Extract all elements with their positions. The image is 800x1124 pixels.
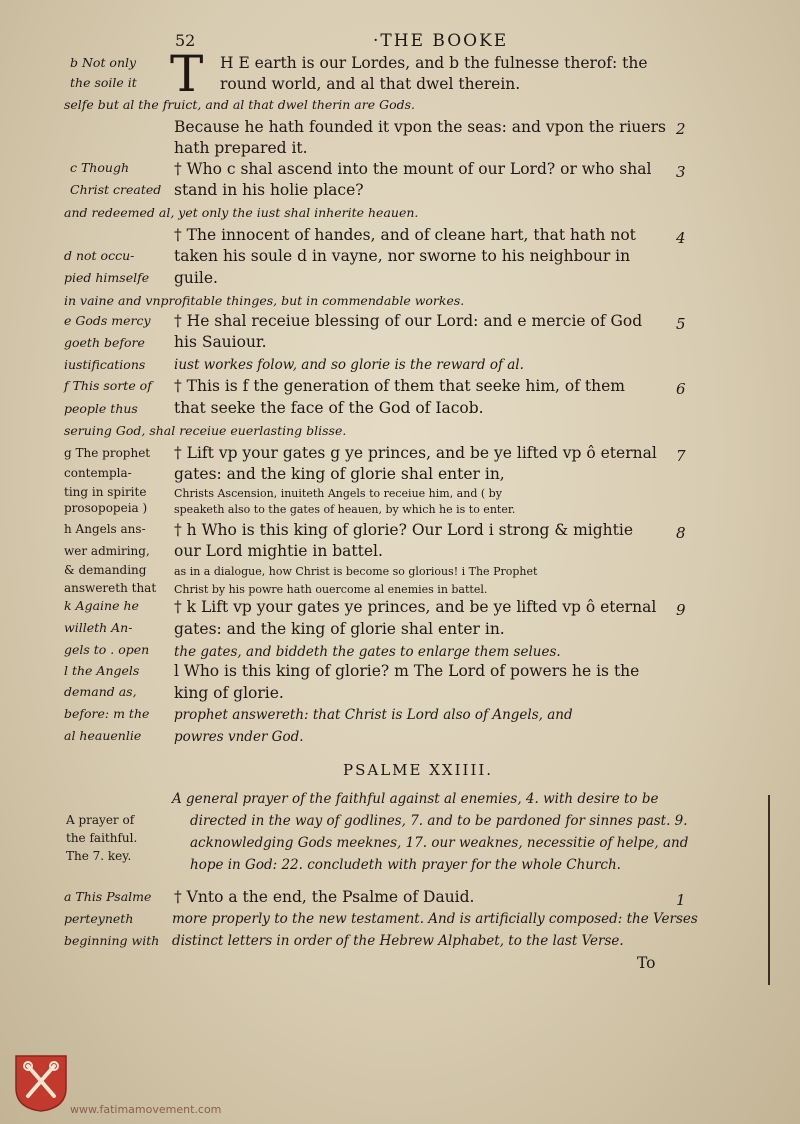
text-line: that seeke the face of the God of Iacob. [174, 399, 484, 417]
margin-note: willeth An- [64, 620, 133, 635]
text-line: † k Lift vp your gates ye princes, and be ye lifted vp ô eternal [174, 598, 657, 616]
verse-number: 6 [676, 380, 686, 398]
text-line: Christs Ascension, inuiteth Angels to receiue him, and ( by [174, 487, 502, 500]
text-line: gates: and the king of glorie shal enter in, [174, 465, 505, 483]
margin-note: d not occu- [64, 248, 135, 263]
margin-note: contempla- [64, 466, 132, 480]
margin-note: g The prophet [64, 446, 151, 460]
margin-note: f This sorte of [64, 378, 152, 393]
drop-cap: T [170, 45, 204, 103]
margin-note: perteyneth [64, 911, 134, 926]
running-title: ·THE BOOKE [373, 31, 509, 51]
verse-number: 8 [676, 524, 686, 542]
margin-note: Christ created [70, 182, 162, 197]
margin-note: iustifications [64, 357, 146, 372]
text-line: powres vnder God. [174, 729, 304, 745]
argument-side-note: the faithful. [66, 831, 138, 845]
margin-note: beginning with [64, 933, 160, 948]
margin-note: al heauenlie [64, 728, 142, 743]
margin-note: b Not only [70, 55, 137, 70]
margin-note: pied himselfe [64, 270, 150, 285]
text-line: stand in his holie place? [174, 181, 364, 199]
text-line: the gates, and biddeth the gates to enlarge them selues. [174, 644, 561, 660]
margin-note: wer admiring, [64, 544, 150, 558]
margin-note: prosopopeia ) [64, 501, 148, 515]
margin-note: before: m the [64, 706, 150, 721]
margin-note: and redeemed al, yet only the iust shal inherite heauen. [64, 205, 419, 220]
verse-number: 3 [676, 163, 686, 181]
margin-note: people thus [64, 401, 138, 416]
margin-note: ting in spirite [64, 485, 147, 499]
note-line: more properly to the new testament. And is artificially composed: the Verses [172, 911, 698, 927]
margin-note: answereth that [64, 581, 157, 595]
right-margin-rule [768, 795, 770, 985]
argument-side-note: The 7. key. [66, 849, 132, 863]
margin-note: a This Psalme [64, 889, 152, 904]
margin-note: h Angels ans- [64, 522, 146, 536]
verse-number: 4 [676, 229, 686, 247]
margin-note: k Againe he [64, 598, 139, 613]
text-line: † Lift vp your gates g ye princes, and be ye lifted vp ô eternal [174, 444, 657, 462]
papal-seal-icon [14, 1054, 68, 1112]
argument-line: acknowledging Gods meeknes, 17. our weaknes, necessitie of helpe, and [190, 835, 689, 851]
margin-note: in vaine and vnprofitable thinges, but in commendable workes. [64, 293, 465, 308]
text-line: Because he hath founded it vpon the seas: and vpon the riuers [174, 118, 666, 136]
verse-number: 1 [676, 891, 686, 909]
text-line: H E earth is our Lordes, and b the fulnesse therof: the [220, 54, 648, 72]
verse-number: 2 [676, 120, 686, 138]
text-line: † The innocent of handes, and of cleane hart, that hath not [174, 226, 636, 244]
argument-line: hope in God: 22. concludeth with prayer for the whole Church. [190, 857, 621, 873]
watermark-url: www.fatimamovement.com [70, 1103, 222, 1116]
argument-side-note: A prayer of [66, 813, 135, 827]
text-line: prophet answereth: that Christ is Lord also of Angels, and [174, 707, 573, 723]
text-line: gates: and the king of glorie shal enter in. [174, 620, 505, 638]
argument-line: A general prayer of the faithful against al enemies, 4. with desire to be [172, 791, 659, 807]
text-line: king of glorie. [174, 684, 284, 702]
text-line: † h Who is this king of glorie? Our Lord i strong & mightie [174, 521, 634, 539]
psalm-heading: PSALME XXIIII. [343, 761, 494, 779]
text-line: his Sauiour. [174, 333, 267, 351]
margin-note: & demanding [64, 563, 147, 577]
catchword: To [637, 954, 656, 972]
margin-note: c Though [70, 160, 129, 175]
note-line: distinct letters in order of the Hebrew Alphabet, to the last Verse. [172, 933, 624, 949]
margin-note: gels to . open [64, 642, 150, 657]
text-line: † Who c shal ascend into the mount of our Lord? or who shal [174, 160, 652, 178]
margin-note: l the Angels [64, 663, 140, 678]
margin-note: e Gods mercy [64, 313, 151, 328]
text-line: hath prepared it. [174, 139, 308, 157]
text-line: † This is f the generation of them that seeke him, of them [174, 377, 625, 395]
margin-note: demand as, [64, 684, 137, 699]
margin-note: goeth before [64, 335, 145, 350]
margin-note: seruing God, shal receiue euerlasting blisse. [64, 423, 347, 438]
text-line: taken his soule d in vayne, nor sworne to his neighbour in [174, 247, 631, 265]
text-line: round world, and al that dwel therein. [220, 75, 521, 93]
margin-note: selfe but al the fruict, and al that dwel therin are Gods. [64, 97, 416, 112]
argument-line: directed in the way of godlines, 7. and to be pardoned for sinnes past. 9. [190, 813, 688, 829]
text-line: iust workes folow, and so glorie is the reward of al. [174, 357, 524, 373]
text-line: Christ by his powre hath ouercome al enemies in battel. [174, 583, 488, 596]
text-line: as in a dialogue, how Christ is become so glorious! i The Prophet [174, 565, 538, 578]
text-line: guile. [174, 269, 218, 287]
margin-note: the soile it [70, 75, 137, 90]
verse-line: † Vnto a the end, the Psalme of Dauid. [174, 888, 475, 906]
verse-number: 7 [676, 447, 686, 465]
text-line: l Who is this king of glorie? m The Lord of powers he is the [174, 662, 640, 680]
text-line: speaketh also to the gates of heauen, by which he is to enter. [174, 503, 516, 516]
text-line: our Lord mightie in battel. [174, 542, 383, 560]
text-line: † He shal receiue blessing of our Lord: and e mercie of God [174, 312, 643, 330]
page-number: 52 [175, 31, 196, 50]
verse-number: 5 [676, 315, 686, 333]
verse-number: 9 [676, 601, 686, 619]
